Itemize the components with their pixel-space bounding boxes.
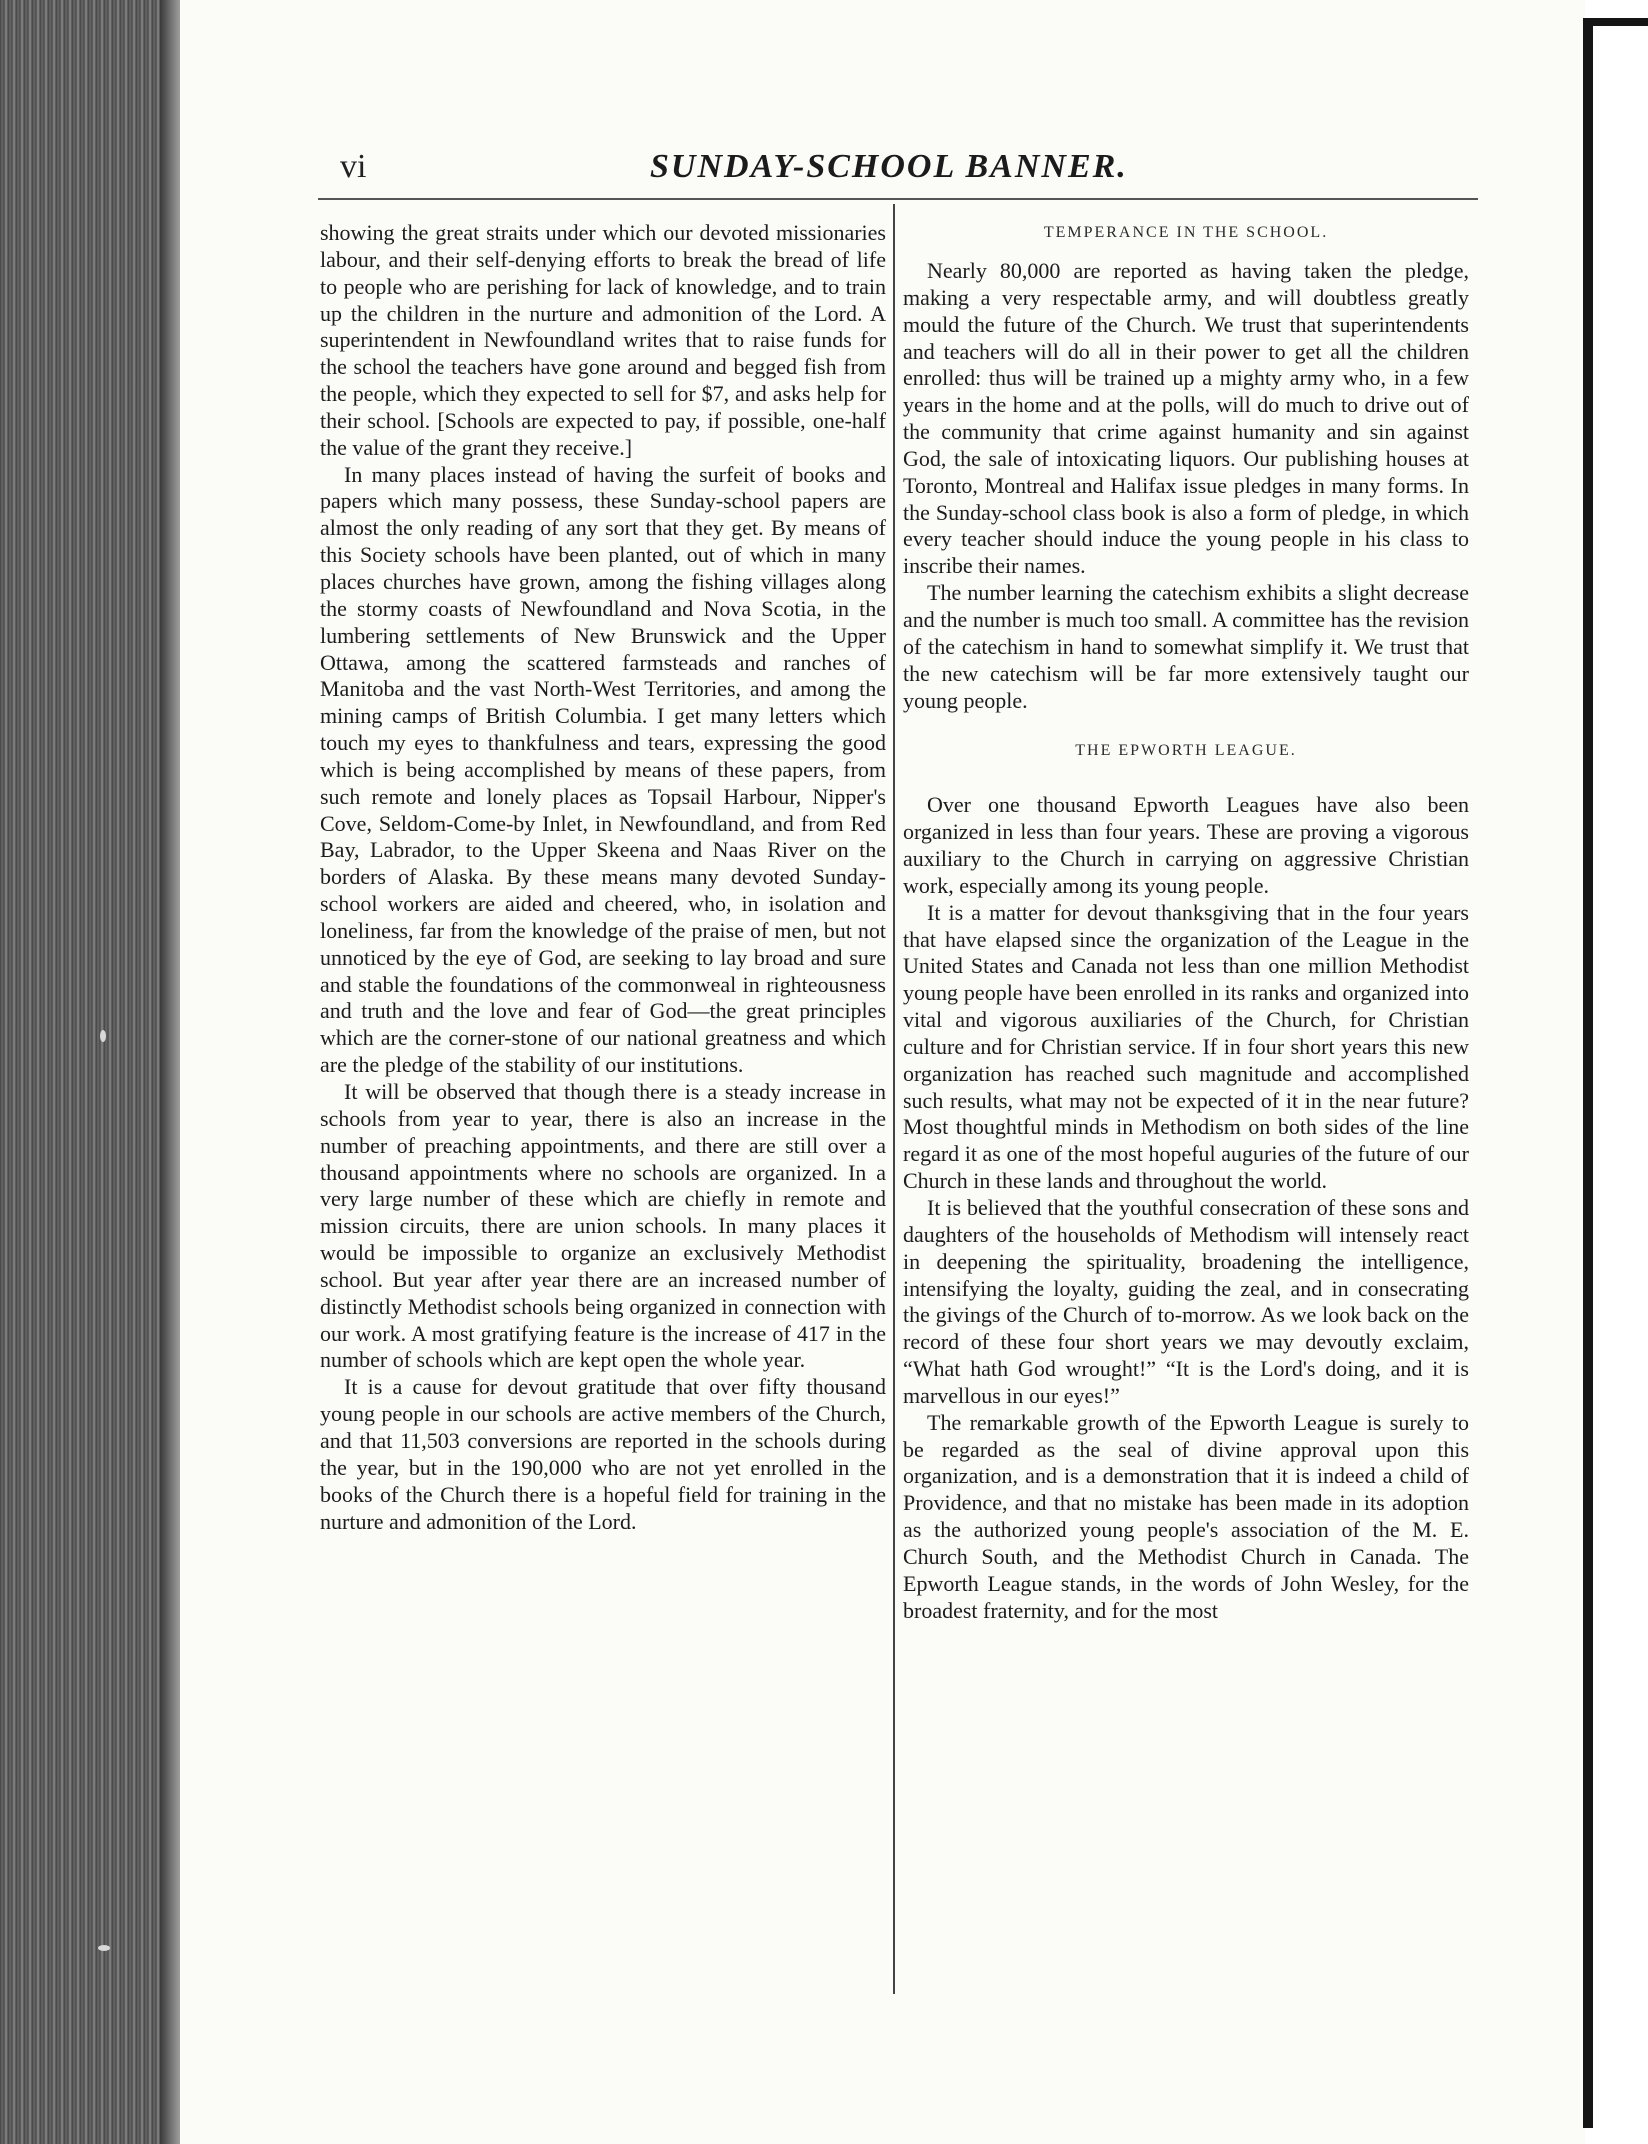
paragraph: Nearly 80,000 are reported as having taken the pledge, making a very respectable army, and will doubtless greatly mould the future of the Church. We trust that superintendents and teachers will do all in their power to get all the children enrolled: thus will be trained up a mighty army who, in a few years in the home and at the polls, will do much to drive out of the community that crime against humanity and sin against God, the sale of intoxicating liquors. Our publishing houses at Toronto, Montreal and Halifax issue pledges in many forms. In the Sunday-school class book is also a form of pledge, in which every teacher should induce the young people in his class to inscribe their names. (903, 258, 1469, 579)
right-border-line (1583, 18, 1593, 2128)
paragraph: The remarkable growth of the Epworth League is surely to be regarded as the seal of divine approval upon this organization, and is a demonstration that it is indeed a child of Providence, and that no mistake has been made in its adoption as the authorized young people's association of the M. E. Church South, and the Methodist Church in Canada. The Epworth League stands, in the words of John Wesley, for the broadest fraternity, and for the most (903, 1409, 1469, 1623)
top-border-line (1583, 18, 1648, 26)
header-rule (318, 198, 1478, 200)
ink-spot (98, 1945, 110, 1951)
section-heading: THE EPWORTH LEAGUE. (1075, 742, 1297, 760)
right-column (903, 220, 1469, 1625)
paragraph: It is a cause for devout gratitude that over fifty thousand young people in our schools are active members of the Church, and that 11,503 conversions are reported in the schools during the year, but in the 190,000 who are not yet enrolled in the books of the Church there is a hopeful field for training in the nurture and admonition of the Lord. (320, 1374, 886, 1534)
section-heading: TEMPERANCE IN THE SCHOOL. (1043, 224, 1329, 241)
left-column (320, 220, 886, 1535)
page-number: vi (340, 148, 367, 185)
paragraph: showing the great straits under which our devoted missionaries labour, and their self-denying efforts to break the bread of life to people who are perishing for lack of knowledge, and to train up the children in the nurture and admonition of the Lord. A superintendent in Newfoundland writes that to raise funds for the school the teachers have gone around and begged fish from the people, which they expected to sell for $7, and asks help for their school. [Schools are expected to pay, if possible, one-half the value of the grant they receive.] (320, 220, 886, 460)
paragraph: In many places instead of having the surfeit of books and papers which many possess, these Sunday-school papers are almost the only reading of any sort that they get. By means of this Society schools have been planted, out of which in many places churches have grown, among the fishing villages along the stormy coasts of Newfoundland and Nova Scotia, in the lumbering settlements of New Brunswick and the Upper Ottawa, among the scattered farmsteads and ranches of Manitoba and the vast North-West Territories, and among the mining camps of British Columbia. I get many letters which touch my eyes to thankfulness and tears, expressing the good which is being accomplished by means of these papers, from such remote and lonely places as Topsail Harbour, Nipper's Cove, Seldom-Come-by Inlet, in Newfoundland, and from Red Bay, Labrador, to the Upper Skeena and Naas River on the borders of Alaska. By these means many devoted Sunday-school workers are aided and cheered, who, in isolation and loneliness, far from the knowledge of the praise of men, but not unnoticed by the eye of God, are seeking to lay broad and sure and stable the foundations of the commonweal in righteousness and truth and the love and fear of God—the great principles which are the corner-stone of our national greatness and which are the pledge of the stability of our institutions. (320, 461, 886, 1078)
page-header (340, 148, 1470, 192)
paragraph: It is a matter for devout thanksgiving that in the four years that have elapsed since the organization of the League in the United States and Canada not less than one million Methodist young people have been enrolled in its ranks and organized into vital and vigorous auxiliaries of the Church, for Christian culture and for Christian service. If in four short years this new organization has reached such magnitude and accomplished such results, what may not be expected of it in the near future? Most thoughtful minds in Methodism on both sides of the line regard it as one of the most hopeful auguries of the future of our Church in these lands and throughout the world. (903, 899, 1469, 1194)
paragraph: It will be observed that though there is a steady increase in schools from year to year, there is also an increase in the number of preaching appointments, and there are still over a thousand appointments where no schools are organized. In a very large number of these which are chiefly in remote and mission circuits, there are union schools. In many places it would be impossible to organize an exclusively Methodist school. But year after year there are an increased number of distinctly Methodist schools being organized in connection with our work. A most gratifying feature is the increase of 417 in the number of schools which are kept open the whole year. (320, 1079, 886, 1373)
paragraph: It is believed that the youthful consecration of these sons and daughters of the households of Methodism will intensely react in deepening the spirituality, broadening the intelligence, intensifying the loyalty, guiding the zeal, and in consecrating the givings of the Church of to-morrow. As we look back on the record of these four short years we may devoutly exclaim, “What hath God wrought!” “It is the Lord's doing, and it is marvellous in our eyes!” (903, 1195, 1469, 1408)
book-page-edges (0, 0, 178, 2144)
running-title: SUNDAY-SCHOOL BANNER. (650, 148, 1128, 185)
right-margin (1585, 0, 1648, 2144)
column-divider (893, 204, 895, 1994)
paragraph: Over one thousand Epworth Leagues have also been organized in less than four years. These are proving a vigorous auxiliary to the Church in carrying on aggressive Christian work, especially among its young people. (903, 792, 1469, 898)
paragraph: The number learning the catechism exhibits a slight decrease and the number is much too small. A committee has the revision of the catechism in hand to somewhat simplify it. We trust that the new catechism will be far more extensively taught our young people. (903, 580, 1469, 713)
ink-spot (100, 1030, 106, 1042)
